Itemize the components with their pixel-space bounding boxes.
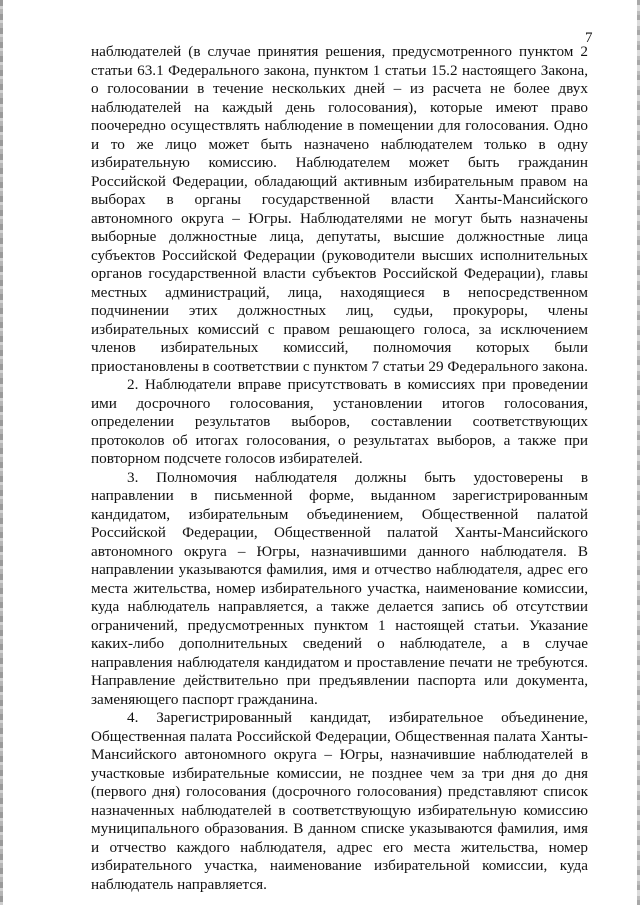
paragraph-continuation: наблюдателей (в случае принятия решения, предусмотренного пунктом 2 статьи 63.1 Федерального закона, пунктом 1 статьи 15.2 настоящего Закона, о голосовании в течение нескольких дней – из расчета не более двух наблюдателей на каждый день голосования), которые имеют право поочередно осуществлять наблюдение в помещении для голосования. Одно и то же лицо может быть назначено наблюдателем только в одну избирательную комиссию. Наблюдателем может быть гражданин Российской Федерации, обладающий активным избирательным правом на выборах в органы государственной власти Ханты-Мансийского автономного округа – Югры. Наблюдателями не могут быть назначены выборные должностные лица, депутаты, высшие должностные лица субъектов Российской Федерации (руководители высших исполнительных органов государственной власти субъектов Российской Федерации), главы местных администраций, лица, находящиеся в непосредственном подчинении этих должностных лиц, судьи, прокуроры, члены избирательных комиссий с правом решающего голоса, за исключением членов избирательных комиссий, полномочия которых были приостановлены в соответствии с пунктом 7 статьи 29 Федерального закона. [91, 43, 588, 375]
scan-edge-left [0, 0, 3, 905]
document-body [91, 43, 588, 894]
paragraph-item-3: 3. Полномочия наблюдателя должны быть удостоверены в направлении в письменной форме, выданном зарегистрированным кандидатом, избирательным объединением, Общественной палатой Российской Федерации, Общественной палатой Ханты-Мансийского автономного округа – Югры, назначившими данного наблюдателя. В направлении указываются фамилия, имя и отчество наблюдателя, адрес его места жительства, номер избирательного участка, наименование комиссии, куда наблюдатель направляется, а также делается запись об отсутствии ограничений, предусмотренных пунктом 1 настоящей статьи. Указание каких-либо дополнительных сведений о наблюдателе, а в случае направления наблюдателя кандидатом и проставление печати не требуются. Направление действительно при предъявлении паспорта или документа, заменяющего паспорт гражданина. [91, 468, 588, 708]
paragraph-item-2: 2. Наблюдатели вправе присутствовать в комиссиях при проведении ими досрочного голосования, установлении итогов голосования, определении результатов выборов, составлении соответствующих протоколов об итогах голосования, о результатах выборов, а также при повторном подсчете голосов избирателей. [91, 376, 588, 467]
page-number: 7 [585, 30, 593, 46]
paragraph-item-4: 4. Зарегистрированный кандидат, избирательное объединение, Общественная палата Российской Федерации, Общественная палата Ханты-Мансийского автономного округа – Югры, назначившие наблюдателей в участковые избирательные комиссии, не позднее чем за три дня до дня (первого дня) голосования (досрочного голосования) представляют список назначенных наблюдателей в соответствующую избирательную комиссию муниципального образования. В данном списке указываются фамилия, имя и отчество каждого наблюдателя, адрес его места жительства, номер избирательного участка, наименование избирательной комиссии, куда наблюдатель направляется. [91, 709, 588, 893]
